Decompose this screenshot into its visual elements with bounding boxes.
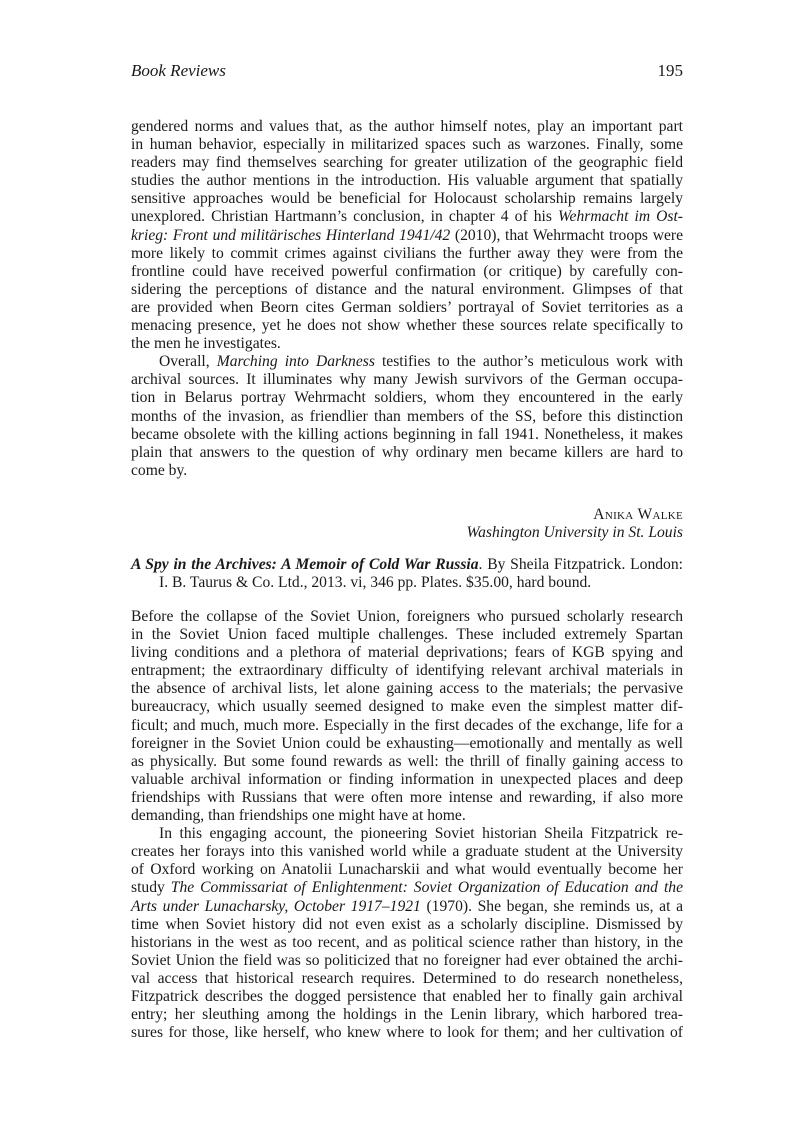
text-run: tion in Belarus portray Wehrmacht soldiers, whom they encountered in the early (131, 389, 683, 407)
text-line (131, 952, 683, 970)
text-run: val access that historical research requires. Determined to do research nonetheless, (131, 969, 683, 987)
text-line (131, 680, 683, 698)
text-line (131, 753, 683, 771)
text-run: (1970). She began, she reminds us, at a (420, 897, 683, 915)
text-line (131, 335, 683, 353)
italic-title: The Commissariat of Enlightenment: Soviet Organization of Education and the (170, 879, 683, 897)
text-line (131, 263, 683, 281)
text-run: study (131, 879, 171, 897)
text-run: I. B. Taurus & Co. Ltd., 2013. vi, 346 pp. Plates. $35.00, hard bound. (159, 574, 592, 592)
text-line (131, 371, 683, 389)
text-run: entry; her sleuthing among the holdings in the Lenin library, which harbored trea- (131, 1006, 683, 1024)
text-run: testifies to the author’s meticulous work with (374, 353, 683, 371)
text-line (131, 408, 683, 426)
text-line (131, 934, 683, 952)
text-line (131, 118, 683, 136)
text-line (131, 426, 683, 444)
text-line (131, 608, 683, 626)
text-run: more likely to commit crimes against civilians the further away they were from the (131, 244, 683, 262)
text-run: sensitive approaches would be beneficial for Holocaust scholarship remains largely (131, 190, 683, 208)
book-title: A Spy in the Archives: A Memoir of Cold War Russia (131, 556, 479, 573)
text-run: creates her forays into this vanished world while a graduate student at the University (131, 843, 683, 861)
text-run: valuable archival information or finding information in unexpected places and deep (131, 770, 683, 788)
text-run: demanding, than friendships one might have at home. (131, 807, 466, 825)
text-run: plain that answers to the question of why ordinary men became killers are hard to (131, 443, 683, 461)
text-run: In this engaging account, the pioneering Soviet historian Sheila Fitzpatrick re- (159, 825, 683, 843)
text-run: come by. (131, 461, 188, 479)
text-run: archival sources. It illuminates why many Jewish survivors of the German occupa- (131, 371, 683, 389)
text-line (131, 389, 683, 407)
text-line (131, 807, 683, 825)
text-line (131, 444, 683, 462)
text-run: entrapment; the extraordinary difficulty of identifying relevant archival materials in (131, 662, 683, 680)
text-run: . By Sheila Fitzpatrick. London: (478, 556, 683, 573)
text-line (131, 861, 683, 879)
text-line (131, 574, 683, 592)
text-line (131, 136, 683, 154)
text-run: in the Soviet Union faced multiple challenges. These included extremely Spartan (131, 626, 683, 644)
text-run: living conditions and a plethora of material deprivations; fears of KGB spying and (131, 644, 683, 662)
book-citation (131, 556, 683, 592)
paragraph (131, 608, 683, 825)
text-run: sures for those, like herself, who knew where to look for them; and her cultivation of (131, 1024, 683, 1042)
text-run: unexplored. Christian Hartmann’s conclusion, in chapter 4 of his (131, 208, 558, 226)
text-line (131, 245, 683, 263)
text-run: historians in the west as too recent, and as political science rather than history, in the (131, 933, 683, 951)
review1-body (131, 118, 683, 480)
text-run: are provided when Beorn cites German soldiers’ portrayal of Soviet territories as a (131, 298, 683, 316)
text-run: months of the invasion, as friendlier than members of the SS, before this distinction (131, 407, 683, 425)
text-line (131, 556, 683, 574)
text-line (131, 988, 683, 1006)
text-run: Overall, (159, 353, 217, 371)
text-line (131, 898, 683, 916)
text-line (131, 317, 683, 335)
reviewer-signature (131, 506, 683, 542)
text-run: readers may find themselves searching for greater utilization of the geographic field (131, 154, 683, 172)
italic-title: krieg: Front und militärisches Hinterland 1941/42 (131, 226, 451, 244)
page-number: 195 (657, 61, 683, 80)
text-run: menacing presence, yet he does not show whether these sources relate specifically to (131, 317, 683, 335)
text-line (131, 771, 683, 789)
text-line (131, 626, 683, 644)
text-run: the absence of archival lists, let alone gaining access to the materials; the pervasive (131, 680, 683, 698)
text-run: Soviet Union the field was so politicized that no foreigner had ever obtained the archi- (131, 951, 683, 969)
italic-title: Arts under Lunacharsky, October 1917–1921 (131, 897, 421, 915)
text-run: time when Soviet history did not even exist as a scholarly discipline. Dismissed by (131, 915, 683, 933)
text-run: as physically. But some found rewards as well: the thrill of finally gaining access to (131, 752, 683, 770)
text-run: the men he investigates. (131, 335, 281, 353)
text-line (131, 190, 683, 208)
text-run: bureaucracy, which usually seemed designed to make even the simplest matter dif- (131, 698, 683, 716)
reviewer-affiliation: Washington University in St. Louis (466, 524, 683, 542)
text-line (131, 154, 683, 172)
text-run: foreigner in the Soviet Union could be exhausting—emotionally and mentally as well (131, 734, 683, 752)
text-line (131, 698, 683, 716)
text-run: ficult; and much, much more. Especially in the first decades of the exchange, life for a (131, 716, 683, 734)
paragraph (131, 353, 683, 480)
text-line (131, 1024, 683, 1042)
text-line (131, 879, 683, 897)
text-line (131, 208, 683, 226)
text-line (131, 227, 683, 245)
text-line (131, 843, 683, 861)
text-line (131, 789, 683, 807)
text-line (131, 353, 683, 371)
italic-title: Wehrmacht im Ost- (557, 208, 683, 226)
italic-title: Marching into Darkness (216, 353, 375, 371)
text-line (131, 462, 683, 480)
running-header-section: Book Reviews (131, 61, 226, 80)
text-line (131, 970, 683, 988)
text-line (131, 825, 683, 843)
text-run: gendered norms and values that, as the author himself notes, play an important part (131, 118, 683, 135)
text-line (131, 281, 683, 299)
review2-body (131, 608, 683, 1042)
reviewer-name: Anika Walke (593, 506, 683, 523)
text-line (131, 644, 683, 662)
text-line (131, 1006, 683, 1024)
paragraph (131, 825, 683, 1042)
text-run: Fitzpatrick describes the dogged persistence that enabled her to finally gain archival (131, 987, 683, 1005)
text-run: became obsolete with the killing actions beginning in fall 1941. Nonetheless, it makes (131, 425, 683, 443)
text-line (131, 662, 683, 680)
text-run: Before the collapse of the Soviet Union, foreigners who pursued scholarly research (131, 608, 683, 625)
text-line (131, 717, 683, 735)
text-run: in human behavior, especially in militarized spaces such as warzones. Finally, some (131, 136, 683, 154)
text-run: (2010), that Wehrmacht troops were (450, 226, 683, 244)
text-line (131, 299, 683, 317)
text-run: frontline could have received powerful confirmation (or critique) by carefully con- (131, 262, 683, 280)
text-run: sidering the perceptions of distance and the natural environment. Glimpses of that (131, 280, 683, 298)
text-line (131, 172, 683, 190)
text-run: of Oxford working on Anatolii Lunacharskii and what would eventually become her (131, 861, 683, 879)
paragraph (131, 118, 683, 353)
text-run: studies the author mentions in the introduction. His valuable argument that spatially (131, 172, 683, 190)
text-run: friendships with Russians that were often more intense and rewarding, if also more (131, 788, 683, 806)
text-line (131, 735, 683, 753)
text-line (131, 916, 683, 934)
